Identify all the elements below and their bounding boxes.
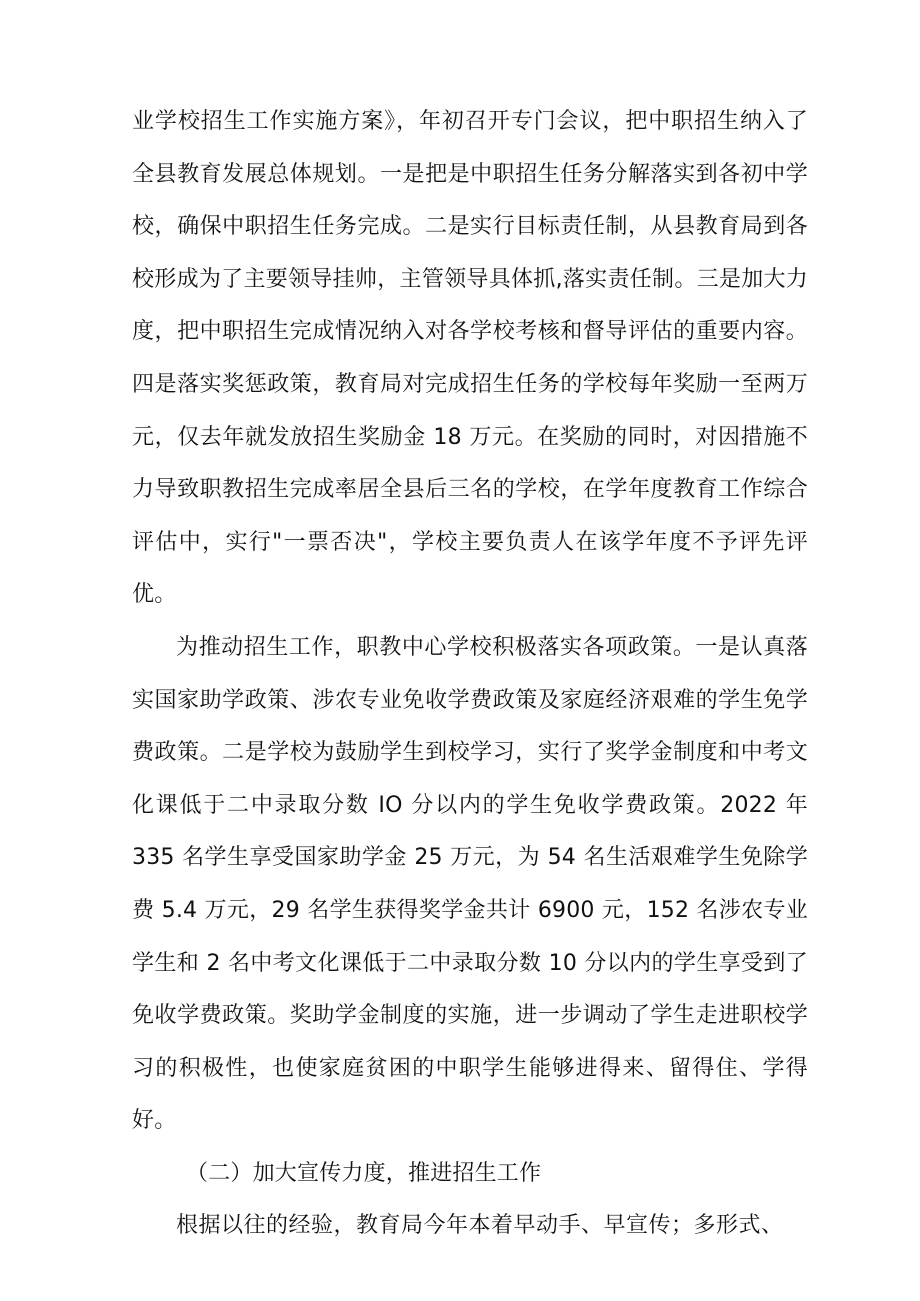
section-heading: （二）加大宣传力度，推进招生工作 xyxy=(186,1160,542,1186)
paragraph-policy-implementation: 为推动招生工作，职教中心学校积极落实各项政策。一是认真落实国家助学政策、涉农专业免收学费政策及家庭经济艰难的学生免学费政策。二是学校为鼓励学生到校学习，实行了奖学金制度和中考文化课低于二中录取分数 IO 分以内的学生免收学费政策。2022 年 335 名学生享受国家助学金 25 万元，为 54 名生活艰难学生免除学费 5.4 万元，29 名学生获得奖学金共计 6900 元，152 名涉农专业学生和 2 名中考文化课低于二中录取分数 10 分以内的学生享受到了免收学费政策。奖助学金制度的实施，进一步调动了学生走进职校学习的积极性，也使家庭贫困的中职学生能够进得来、留得住、学得好。 xyxy=(132,634,808,1134)
document-body xyxy=(132,96,808,1253)
paragraph-publicity: 根据以往的经验，教育局今年本着早动手、早宣传；多形式、 xyxy=(176,1213,784,1239)
paragraph-enrollment-responsibility: 业学校招生工作实施方案》，年初召开专门会议，把中职招生纳入了全县教育发展总体规划。一是把是中职招生任务分解落实到各初中学校，确保中职招生任务完成。二是实行目标责任制，从县教育局到各校形成为了主要领导挂帅，主管领导具体抓,落实责任制。三是加大力度，把中职招生完成情况纳入对各学校考核和督导评估的重要内容。四是落实奖惩政策，教育局对完成招生任务的学校每年奖励一至两万元，仅去年就发放招生奖励金 18 万元。在奖励的同时，对因措施不力导致职教招生完成率居全县后三名的学校，在学年度教育工作综合评估中，实行"一票否决"，学校主要负责人在该学年度不予评先评优。 xyxy=(132,109,808,608)
